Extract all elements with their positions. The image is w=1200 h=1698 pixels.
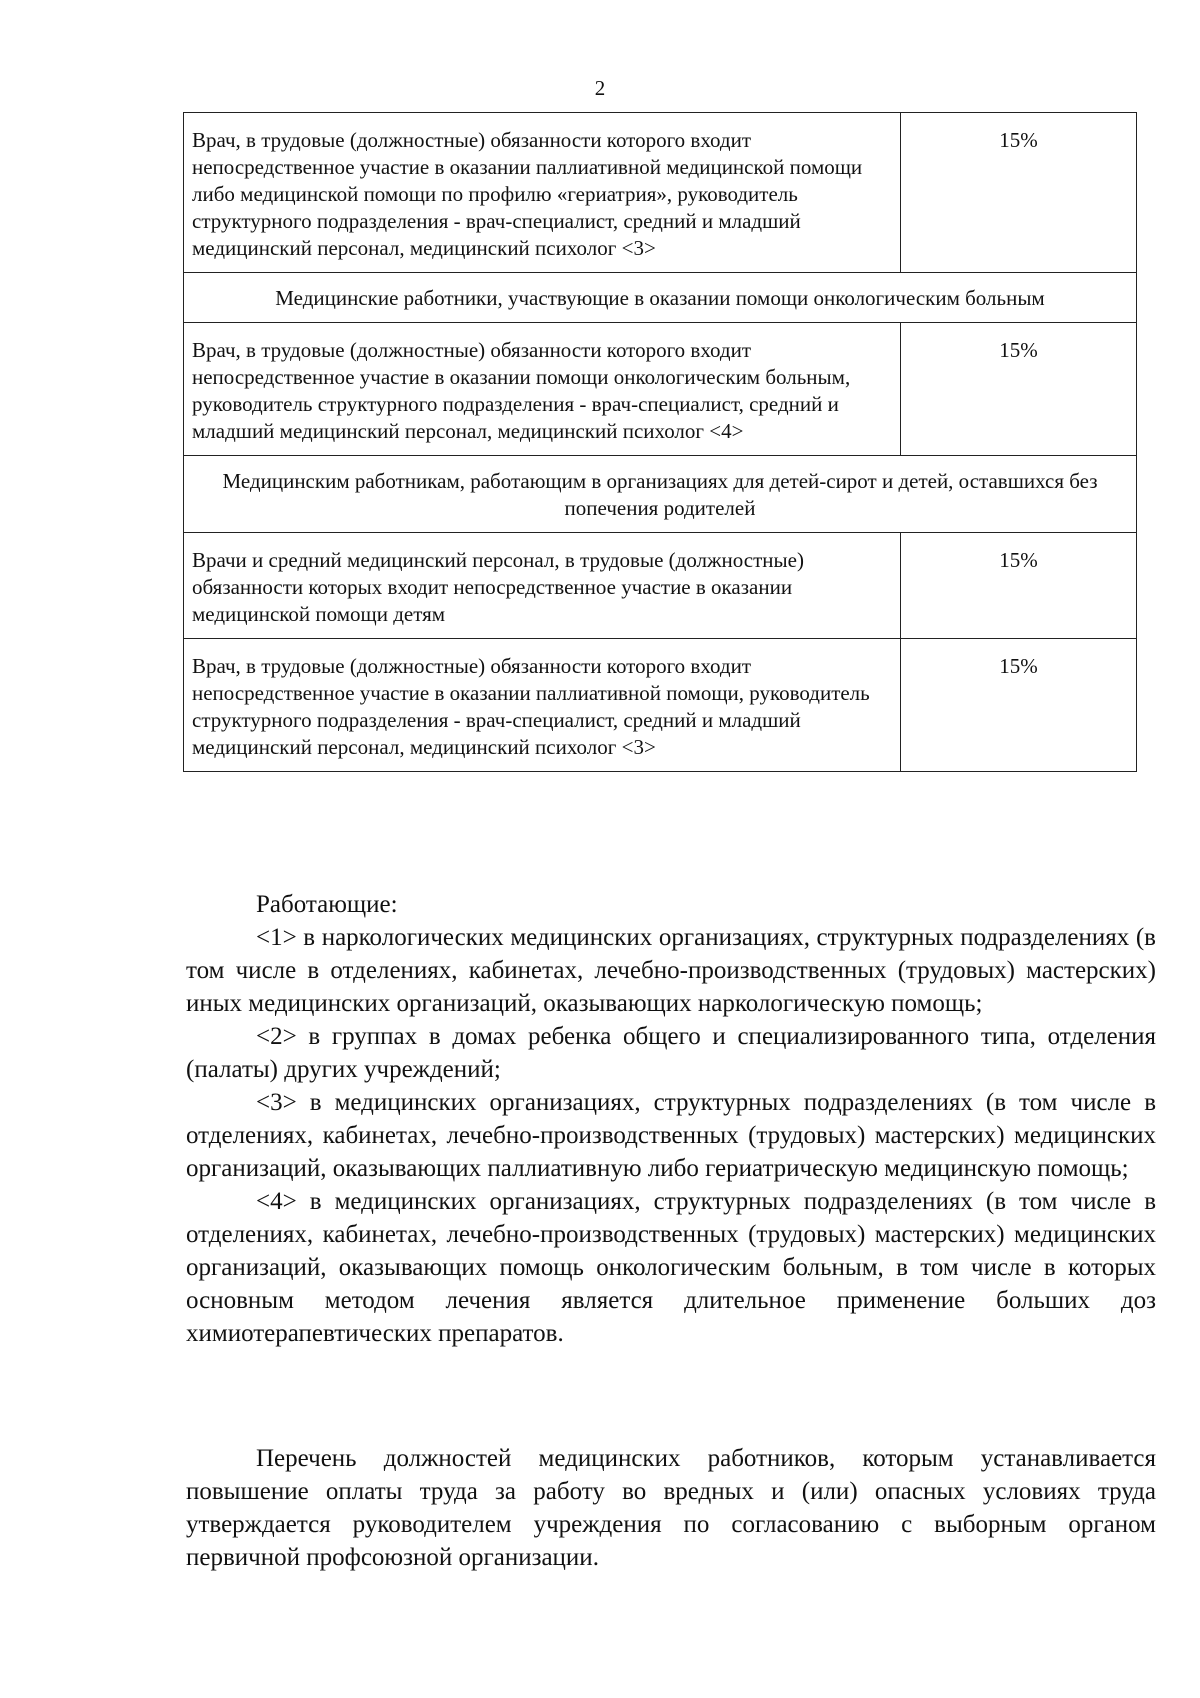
table-row bbox=[184, 113, 1137, 273]
page-number: 2 bbox=[594, 76, 606, 100]
rate-value: 15% bbox=[901, 533, 1137, 639]
footnote-item: <1> в наркологических медицинских организациях, структурных подразделениях (в том числе в отделениях, кабинетах, лечебно-производственных (трудовых) мастерских) иных медицинских организаций, оказывающих наркологическую помощь; bbox=[186, 924, 1156, 1017]
rates-table bbox=[183, 112, 1137, 772]
table-row bbox=[184, 533, 1137, 639]
section-header: Медицинские работники, участвующие в оказании помощи онкологическим больным bbox=[184, 273, 1137, 323]
footnote-item: <3> в медицинских организациях, структурных подразделениях (в том числе в отделениях, кабинетах, лечебно-производственных (трудовых) мастерских) медицинских организаций, оказывающих паллиативную либо гериатрическую медицинскую помощь; bbox=[186, 1089, 1156, 1182]
footnotes-heading: Работающие: bbox=[256, 891, 398, 918]
table-row bbox=[184, 323, 1137, 456]
table-row bbox=[184, 639, 1137, 772]
position-description: Врач, в трудовые (должностные) обязанности которого входит непосредственное участие в оказании паллиативной медицинской помощи либо медицинской помощи по профилю «гериатрия», руководитель структурного подразделения - врач-специалист, средний и младший медицинский персонал, медицинский психолог <3> bbox=[184, 113, 901, 273]
position-description: Врач, в трудовые (должностные) обязанности которого входит непосредственное участие в оказании помощи онкологическим больным, руководитель структурного подразделения - врач-специалист, средний и младший медицинский персонал, медицинский психолог <4> bbox=[184, 323, 901, 456]
rate-value: 15% bbox=[901, 323, 1137, 456]
closing-paragraph-block bbox=[186, 1442, 1156, 1574]
footnote-item: <2> в группах в домах ребенка общего и специализированного типа, отделения (палаты) других учреждений; bbox=[186, 1023, 1156, 1083]
rate-value: 15% bbox=[901, 113, 1137, 273]
section-header: Медицинским работникам, работающим в организациях для детей-сирот и детей, оставшихся без попечения родителей bbox=[184, 456, 1137, 533]
rate-value: 15% bbox=[901, 639, 1137, 772]
footnote-item: <4> в медицинских организациях, структурных подразделениях (в том числе в отделениях, кабинетах, лечебно-производственных (трудовых) мастерских) медицинских организаций, оказывающих помощь онкологическим больным, в том числе в которых основным методом лечения является длительное применение больших доз химиотерапевтических препаратов. bbox=[186, 1188, 1156, 1347]
footnotes bbox=[186, 888, 1156, 1350]
closing-paragraph: Перечень должностей медицинских работников, которым устанавливается повышение оплаты труда за работу во вредных и (или) опасных условиях труда утверждается руководителем учреждения по согласованию с выборным органом первичной профсоюзной организации. bbox=[186, 1445, 1156, 1571]
table-section-row bbox=[184, 456, 1137, 533]
position-description: Врач, в трудовые (должностные) обязанности которого входит непосредственное участие в оказании паллиативной помощи, руководитель структурного подразделения - врач-специалист, средний и младший медицинский персонал, медицинский психолог <3> bbox=[184, 639, 901, 772]
table-section-row bbox=[184, 273, 1137, 323]
position-description: Врачи и средний медицинский персонал, в трудовые (должностные) обязанности которых входит непосредственное участие в оказании медицинской помощи детям bbox=[184, 533, 901, 639]
